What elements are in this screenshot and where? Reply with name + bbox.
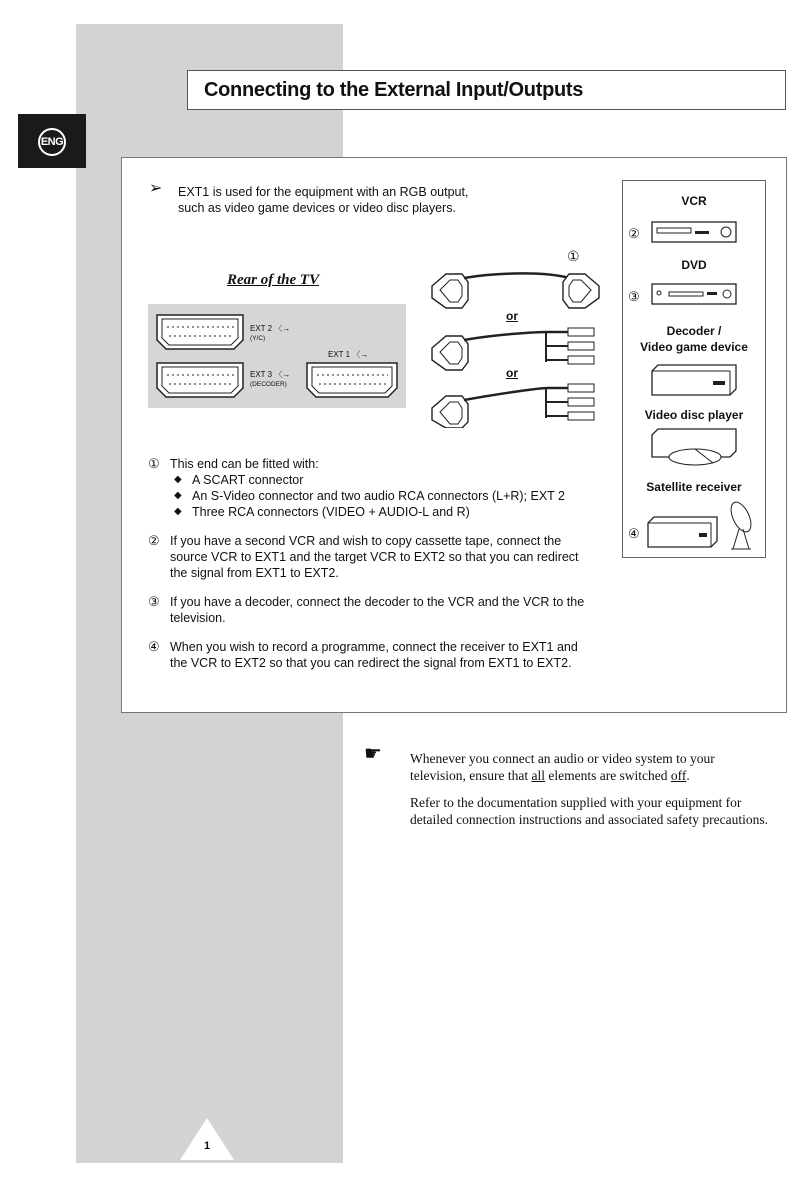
tip-p1-off: off [670,768,687,783]
note-4-text: When you wish to record a programme, connect the receiver to EXT1 and the VCR to EXT2 so that you can redirect the signal from EXT1 to EXT2. [170,640,578,670]
intro-line-2: such as video game devices or video disc players. [178,201,456,215]
ext2-sub: (Y/C) [250,335,266,342]
rca-plugs-3 [568,384,594,420]
note-1 [148,456,598,520]
tip-p1-end: . [686,768,690,783]
or-label-2: or [506,366,518,380]
device-label-video-disc: Video disc player [644,408,744,422]
rear-of-tv-label: Rear of the TV [227,272,320,288]
cable-number-1: ① [567,248,580,264]
tip-p1-all: all [531,768,545,783]
page-number: 1 [203,1140,211,1152]
scart-plug-left-1 [432,274,468,308]
note-2-text: If you have a second VCR and wish to copy cassette tape, connect the source VCR to EXT1 and the target VCR to EXT2 so that you can redirect the signal from EXT1 to EXT2. [170,534,579,580]
page-title: Connecting to the External Input/Outputs [204,79,584,101]
note-1-text: This end can be fitted with: [170,457,319,471]
device-label-vcr: VCR [681,194,707,208]
scart-plug-left-2 [432,336,468,370]
device-label-video-game: Video game device [640,340,748,354]
tip-paragraph-2: Refer to the documentation supplied with your equipment for detailed connection instructions and associated safety precautions. [410,795,769,827]
note-2 [148,533,598,581]
tip-note [364,743,770,838]
scart-plug-right-1 [563,274,599,308]
tip-p1-mid: elements are switched [544,768,671,783]
vcr-icon [651,219,737,245]
devices-box [622,180,766,558]
scart-plug-left-3 [432,396,468,428]
language-badge-label: ENG [38,128,66,156]
dvd-player-icon [651,281,737,307]
or-label-1: or [506,309,518,323]
scart-connector-ext2 [154,312,246,352]
ext2-text: EXT 2 [250,324,273,333]
video-disc-player-icon [651,427,737,467]
io-icon: 〈→ [274,370,291,379]
note-1-bullet-3: ◆ Three RCA connectors (VIDEO + AUDIO-L and R) [170,504,598,520]
ext3-sub: (DECODER) [250,381,287,388]
cable-diagram [428,248,603,428]
rca-plugs-2 [568,328,594,364]
arrow-icon: ➢ [149,180,163,197]
device-num-satellite: ④ [628,526,640,541]
ext1-text: EXT 1 [328,350,351,359]
io-icon: 〈→ [352,350,369,359]
decoder-icon [651,363,737,397]
note-4-num: ④ [148,639,160,654]
ext2-label [250,324,290,343]
device-label-dvd: DVD [681,258,707,272]
satellite-receiver-icon [647,499,759,551]
note-3-num: ③ [148,594,160,609]
intro-note [149,180,518,216]
title-box [187,70,786,110]
ext1-label [328,350,368,359]
pointing-hand-icon: ☛ [364,743,382,765]
note-1-bullet-2: ◆ An S-Video connector and two audio RCA connectors (L+R); EXT 2 [170,488,598,504]
ext3-label [250,370,290,389]
intro-line-1: EXT1 is used for the equipment with an RGB output, [178,185,469,199]
note-3 [148,594,598,626]
note-4 [148,639,598,671]
device-label-satellite: Satellite receiver [646,480,742,494]
tip-paragraph-1 [410,750,770,784]
device-num-dvd: ③ [628,289,640,304]
tip-p1-start: Whenever you connect an audio or video system to your television, ensure that [410,751,715,783]
note-3-text: If you have a decoder, connect the decoder to the VCR and the VCR to the television. [170,595,585,625]
device-label-decoder: Decoder / [666,324,722,338]
tv-rear-panel [148,304,406,408]
notes-list [148,456,598,684]
page-number-triangle [180,1118,234,1160]
note-1-bullet-1: ◆ A SCART connector [170,472,598,488]
scart-connector-ext1 [304,360,400,400]
scart-connector-ext3 [154,360,246,400]
device-num-vcr: ② [628,226,640,241]
ext3-text: EXT 3 [250,370,273,379]
main-content-box [121,157,787,713]
language-badge [18,114,86,168]
note-2-num: ② [148,533,160,548]
note-1-num: ① [148,456,160,471]
io-icon: 〈→ [274,324,291,333]
